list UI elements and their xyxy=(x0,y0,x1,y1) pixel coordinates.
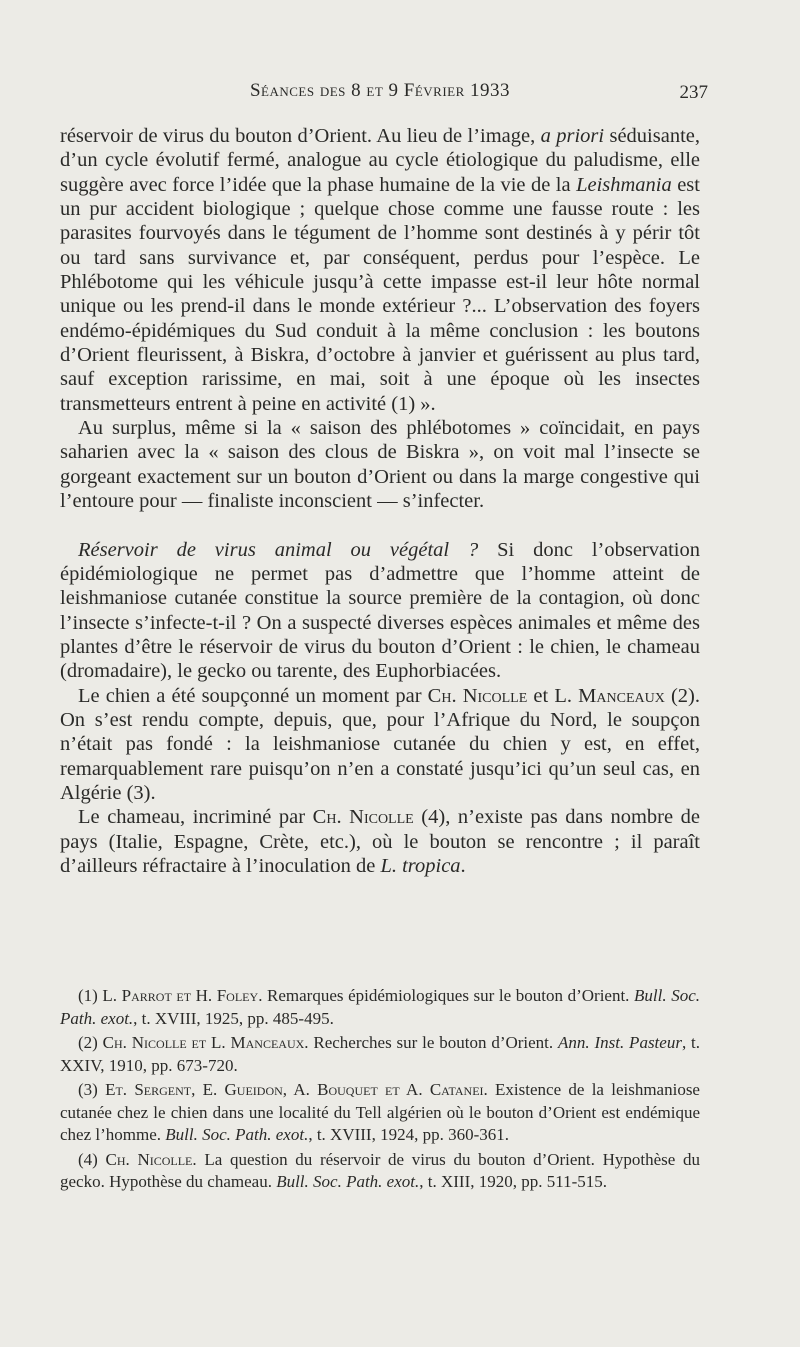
footnote: (4) Ch. Nicolle. La question du réservoir de virus du bouton d’Orient. Hypothèse du gecko. Hypothèse du chameau. Bull. Soc. Path. exot., t. XIII, 1920, pp. 511-515. xyxy=(60,1149,700,1191)
section-heading: Réservoir de virus animal ou végétal ? xyxy=(78,538,479,561)
footnote: (3) Et. Sergent, E. Gueidon, A. Bouquet et A. Catanei. Existence de la leishmaniose cutanée chez le chien dans une localité du Tell algérien où le bouton d’Orient est endémique chez l’homme. Bull. Soc. Path. exot., t. XVIII, 1924, pp. 360-361. xyxy=(60,1080,700,1144)
running-title: Séances des 8 et 9 Février 1933 xyxy=(249,80,511,101)
footnotes xyxy=(60,985,700,1194)
author-name: Ch. Nicolle xyxy=(427,684,528,707)
footnote: (2) Ch. Nicolle et L. Manceaux. Recherches sur le bouton d’Orient. Ann. Inst. Pasteur, t. XXIV, 1910, pp. 673-720. xyxy=(60,1033,701,1075)
paragraph: réservoir de virus du bouton d’Orient. Au lieu de l’image, a priori séduisante, d’un cycle évolutif fermé, analogue au cycle étiologique du paludisme, elle suggère avec force l’idée que la phase humaine de la vie de la Leishmania est un pur accident biologique ; quelque chose comme une fausse route : les parasites fourvoyés dans le tégument de l’homme sont destinés à y périr tôt ou tard sans survivance et, par conséquent, perdus pour l’espèce. Le Phlébotome qui les véhicule jusqu’à cette impasse est-il leur hôte normal unique ou les prend-il dans le monde extérieur ?... L’observation des foyers endémo-épidémiques du Sud conduit à la même conclusion : les boutons d’Orient fleurissent, à Biskra, d’octobre à janvier et guérissent au plus tard, sauf exception rarissime, en mai, soit à une époque où les insectes transmetteurs entrent à peine en activité (1) ». xyxy=(60,125,700,415)
page-number: 237 xyxy=(679,82,708,103)
paragraph: Le chien a été soupçonné un moment par Ch. Nicolle et L. Manceaux (2). On s’est rendu compte, depuis, que, pour l’Afrique du Nord, le soupçon n’était pas fondé : la leishmaniose cutanée du chien y est, en effet, remarquablement rare puisqu’on n’en a constaté jusqu’ici qu’un seul cas, en Algérie (3). xyxy=(60,684,701,804)
footnote: (1) L. Parrot et H. Foley. Remarques épidémiologiques sur le bouton d’Orient. Bull. Soc. Path. exot., t. XVIII, 1925, pp. 485-495. xyxy=(60,986,700,1028)
paragraph: Le chameau, incriminé par Ch. Nicolle (4), n’existe pas dans nombre de pays (Italie, Espagne, Crète, etc.), où le bouton se rencontre ; il paraît d’ailleurs réfractaire à l’inoculation de L. tropica. xyxy=(60,806,700,877)
paragraph: Au surplus, même si la « saison des phlébotomes » coïncidait, en pays saharien avec la « saison des clous de Biskra », on voit mal l’insecte se gorgeant exactement sur un bouton d’Orient ou dans la marge congestive qui l’entoure pour — finaliste inconscient — s’infecter. xyxy=(60,417,700,513)
section-paragraph: Réservoir de virus animal ou végétal ? Si donc l’observation épidémiologique ne permet pas d’admettre que l’homme atteint de leishmaniose cutanée constitue la source première de la contagion, où donc l’insecte s’infecte-t-il ? On a suspecté diverses espèces animales et même des plantes d’être le réservoir de virus du bouton d’Orient : le chien, le chameau (dromadaire), le gecko ou tarente, des Euphorbiacées. xyxy=(60,538,700,683)
main-text xyxy=(60,124,700,878)
running-header xyxy=(60,80,708,110)
author-name: L. Manceaux xyxy=(554,684,665,707)
author-name: Ch. Nicolle xyxy=(312,806,414,829)
